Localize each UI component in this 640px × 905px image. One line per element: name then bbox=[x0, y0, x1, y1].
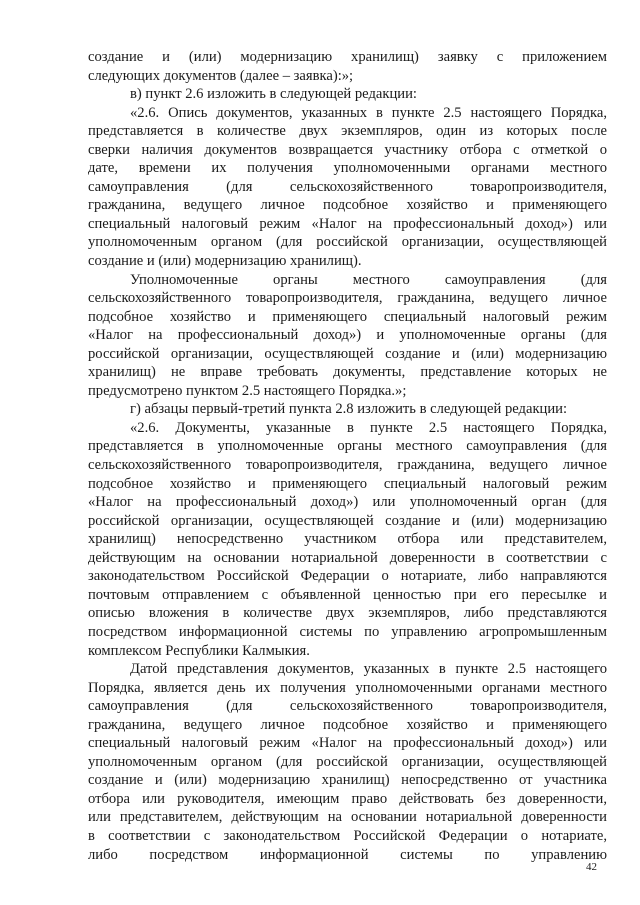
text-line: подсобное хозяйство и применяющего специальный налоговый режим bbox=[88, 308, 607, 325]
text-line: описью вложения в количестве двух экземпляров, либо представляются bbox=[88, 605, 607, 622]
text-line: комплексом Республики Калмыкия. bbox=[88, 642, 310, 659]
text-line: сверки наличия документов возвращается участнику отбора с отметкой о bbox=[88, 141, 607, 158]
text-line: представляется в уполномоченные органы местного самоуправления (для bbox=[88, 438, 607, 455]
text-line: Уполномоченные органы местного самоуправления (для bbox=[130, 271, 607, 288]
page-number: 42 bbox=[586, 861, 597, 873]
text-line: создание и (или) модернизацию хранилищ) непосредственно от участника bbox=[88, 772, 607, 789]
text-line: почтовым отправлением с объявленной ценностью при его пересылке и bbox=[88, 586, 607, 603]
text-line: гражданина, ведущего личное подсобное хозяйство и применяющего bbox=[88, 716, 607, 733]
text-line: специальный налоговый режим «Налог на профессиональный доход») или bbox=[88, 215, 607, 232]
text-line: Порядка, является день их получения уполномоченными органами местного bbox=[88, 679, 607, 696]
text-line: сельскохозяйственного товаропроизводителя, гражданина, ведущего личное bbox=[88, 457, 607, 474]
text-line: представляется в количестве двух экземпляров, один из которых после bbox=[88, 123, 607, 140]
text-line: посредством информационной системы по управлению агропромышленным bbox=[88, 623, 607, 640]
text-line: хранилищ) не вправе требовать документы, представление которых не bbox=[88, 364, 607, 381]
text-line: хранилищ) непосредственно участником отбора или представителем, bbox=[88, 531, 607, 548]
text-line: уполномоченным органом (для российской организации, осуществляющей bbox=[88, 753, 607, 770]
text-line: действующим на основании нотариальной доверенности в соответствии с bbox=[88, 549, 607, 566]
text-line: в) пункт 2.6 изложить в следующей редакции: bbox=[130, 86, 417, 103]
text-line: предусмотрено пунктом 2.5 настоящего Порядка.»; bbox=[88, 382, 407, 399]
text-line: уполномоченным органом (для российской организации, осуществляющей bbox=[88, 234, 607, 251]
text-line: самоуправления (для сельскохозяйственного товаропроизводителя, bbox=[88, 178, 607, 195]
text-line: или представителем, действующим на основании нотариальной доверенности bbox=[88, 809, 607, 826]
text-line: г) абзацы первый-третий пункта 2.8 изложить в следующей редакции: bbox=[130, 401, 568, 418]
text-line: российской организации, осуществляющей создание и (или) модернизацию bbox=[88, 345, 607, 362]
text-line: гражданина, ведущего личное подсобное хозяйство и применяющего bbox=[88, 197, 607, 214]
text-line: Датой представления документов, указанных в пункте 2.5 настоящего bbox=[130, 661, 607, 678]
text-line: «Налог на профессиональный доход») и уполномоченные органы (для bbox=[88, 327, 607, 344]
text-line: сельскохозяйственного товаропроизводителя, гражданина, ведущего личное bbox=[88, 290, 607, 307]
text-line: в соответствии с законодательством Российской Федерации о нотариате, bbox=[88, 827, 607, 844]
text-line: «2.6. Документы, указанные в пункте 2.5 настоящего Порядка, bbox=[130, 419, 607, 436]
text-line: создание и (или) модернизацию хранилищ). bbox=[88, 253, 362, 270]
text-line: подсобное хозяйство и применяющего специальный налоговый режим bbox=[88, 475, 607, 492]
text-line: либо посредством информационной системы по управлению bbox=[88, 846, 607, 863]
text-line: законодательством Российской Федерации о нотариате, либо направляются bbox=[88, 568, 607, 585]
document-body bbox=[88, 48, 607, 864]
text-line: «Налог на профессиональный доход») или уполномоченный орган (для bbox=[88, 494, 607, 511]
text-line: создание и (или) модернизацию хранилищ) заявку с приложением bbox=[88, 49, 607, 65]
text-line: отбора или руководителя, имеющим право действовать без доверенности, bbox=[88, 790, 607, 807]
text-line: российской организации, осуществляющей создание и (или) модернизацию bbox=[88, 512, 607, 529]
text-line: следующих документов (далее – заявка):»; bbox=[88, 67, 354, 84]
text-line: «2.6. Опись документов, указанных в пункте 2.5 настоящего Порядка, bbox=[130, 104, 607, 121]
text-line: самоуправления (для сельскохозяйственного товаропроизводителя, bbox=[88, 698, 607, 715]
text-line: специальный налоговый режим «Налог на профессиональный доход») или bbox=[88, 735, 607, 752]
text-line: дате, времени их получения уполномоченными органами местного bbox=[88, 160, 607, 177]
